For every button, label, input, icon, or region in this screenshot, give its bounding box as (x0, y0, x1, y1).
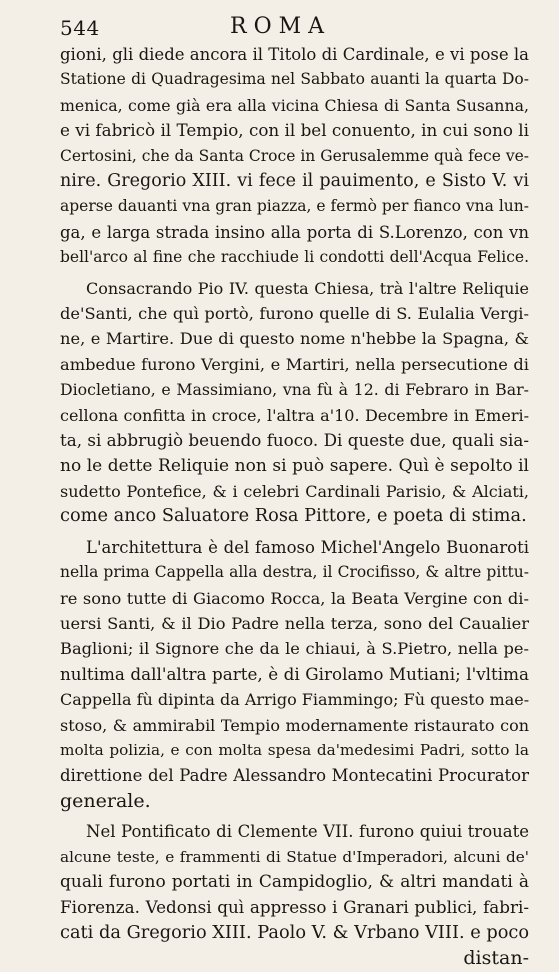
text-line: uersi Santi, & il Dio Padre nella terza, sono del Caualier (60, 613, 529, 633)
text-line: Nel Pontificato di Clemente VII. furono quiui trouate (86, 822, 529, 842)
text-line: nire. Gregorio XIII. vi fece il pauimento, e Sisto V. vi (60, 171, 529, 192)
text-line: molta polizia, e con molta spesa da'medesimi Padri, sotto la (60, 740, 529, 759)
text-line: menica, come già era alla vicina Chiesa di Santa Susanna, (60, 95, 529, 115)
text-line: stoso, & ammirabil Tempio modernamente ristaurato con (60, 715, 529, 735)
text-line: Diocletiano, e Massimiano, vna fù à 12. di Febraro in Bar- (60, 380, 529, 400)
text-line: aperse dauanti vna gran piazza, e fermò per fianco vna lun- (60, 197, 529, 216)
text-line: Certosini, che da Santa Croce in Gerusalemme quà fece ve- (60, 146, 529, 165)
text-line: sudetto Pontefice, & i celebri Cardinali Parisio, & Alciati, (60, 481, 529, 501)
text-line: de'Santi, che quì portò, furono quelle di S. Eulalia Vergi- (60, 304, 529, 324)
text-line: Fiorenza. Vedonsi quì appresso i Granari publici, fabri- (60, 897, 529, 918)
text-line: gioni, gli diede ancora il Titolo di Cardinale, e vi pose la (60, 45, 529, 64)
body-text (60, 42, 529, 972)
text-line: ga, e larga strada insino alla porta di S.Lorenzo, con vn (60, 222, 529, 242)
text-line: ambedue furono Vergini, e Martiri, nella persecutione di (60, 354, 529, 374)
page-number: 544 (60, 16, 100, 40)
text-line: Baglioni; il Signore che da le chiaui, à S.Pietro, nella pe- (60, 639, 529, 659)
text-line: ne, e Martire. Due di questo nome n'hebbe la Spagna, & (60, 329, 529, 349)
text-line: Consacrando Pio IV. questa Chiesa, trà l'altre Reliquie (86, 278, 529, 298)
page-header (60, 14, 529, 40)
catchword: distan- (463, 947, 529, 970)
text-line: bell'arco al fine che racchiude li condotti dell'Acqua Felice. (60, 248, 529, 267)
text-line: no le dette Reliquie non si può sapere. Quì è sepolto il (60, 455, 529, 476)
text-line: L'architettura è del famoso Michel'Angelo Buonaroti (86, 537, 529, 557)
text-line: nultima dall'altra parte, è di Girolamo Mutiani; l'vltima (60, 663, 529, 684)
text-line: nella prima Cappella alla destra, il Crocifisso, & altre pittu- (60, 563, 529, 582)
text-line: generale. (60, 789, 151, 812)
text-line: cellona confitta in croce, l'altra a'10. Decembre in Emeri- (60, 405, 529, 425)
paragraph-1 (60, 42, 529, 271)
text-line: e vi fabricò il Tempio, con il bel conuento, in cui sono li (60, 120, 530, 141)
paragraph-2 (60, 276, 529, 530)
text-line: come anco Saluatore Rosa Pittore, e poeta di stima. (60, 506, 527, 527)
running-title: ROMA (230, 14, 332, 39)
paragraph-3 (60, 535, 529, 814)
text-line: cati da Gregorio XIII. Paolo V. & Vrbano VIII. e poco (60, 922, 530, 943)
paragraph-4 (60, 819, 529, 971)
text-line: alcune teste, e frammenti di Statue d'Imperadori, alcuni de' (60, 847, 529, 866)
text-line: ta, si abbrugiò beuendo fuoco. Di queste due, quali sia- (60, 430, 529, 451)
text-line: Statione di Quadragesima nel Sabbato auanti la quarta Do- (60, 70, 529, 89)
text-line: direttione del Padre Alessandro Montecatini Procurator (60, 766, 529, 786)
text-line: quali furono portati in Campidoglio, & altri mandati à (60, 872, 529, 892)
text-line: Cappella fù dipinta da Arrigo Fiammingo; Fù questo mae- (60, 690, 530, 710)
text-line: re sono tutte di Giacomo Rocca, la Beata Vergine con di- (60, 588, 529, 608)
